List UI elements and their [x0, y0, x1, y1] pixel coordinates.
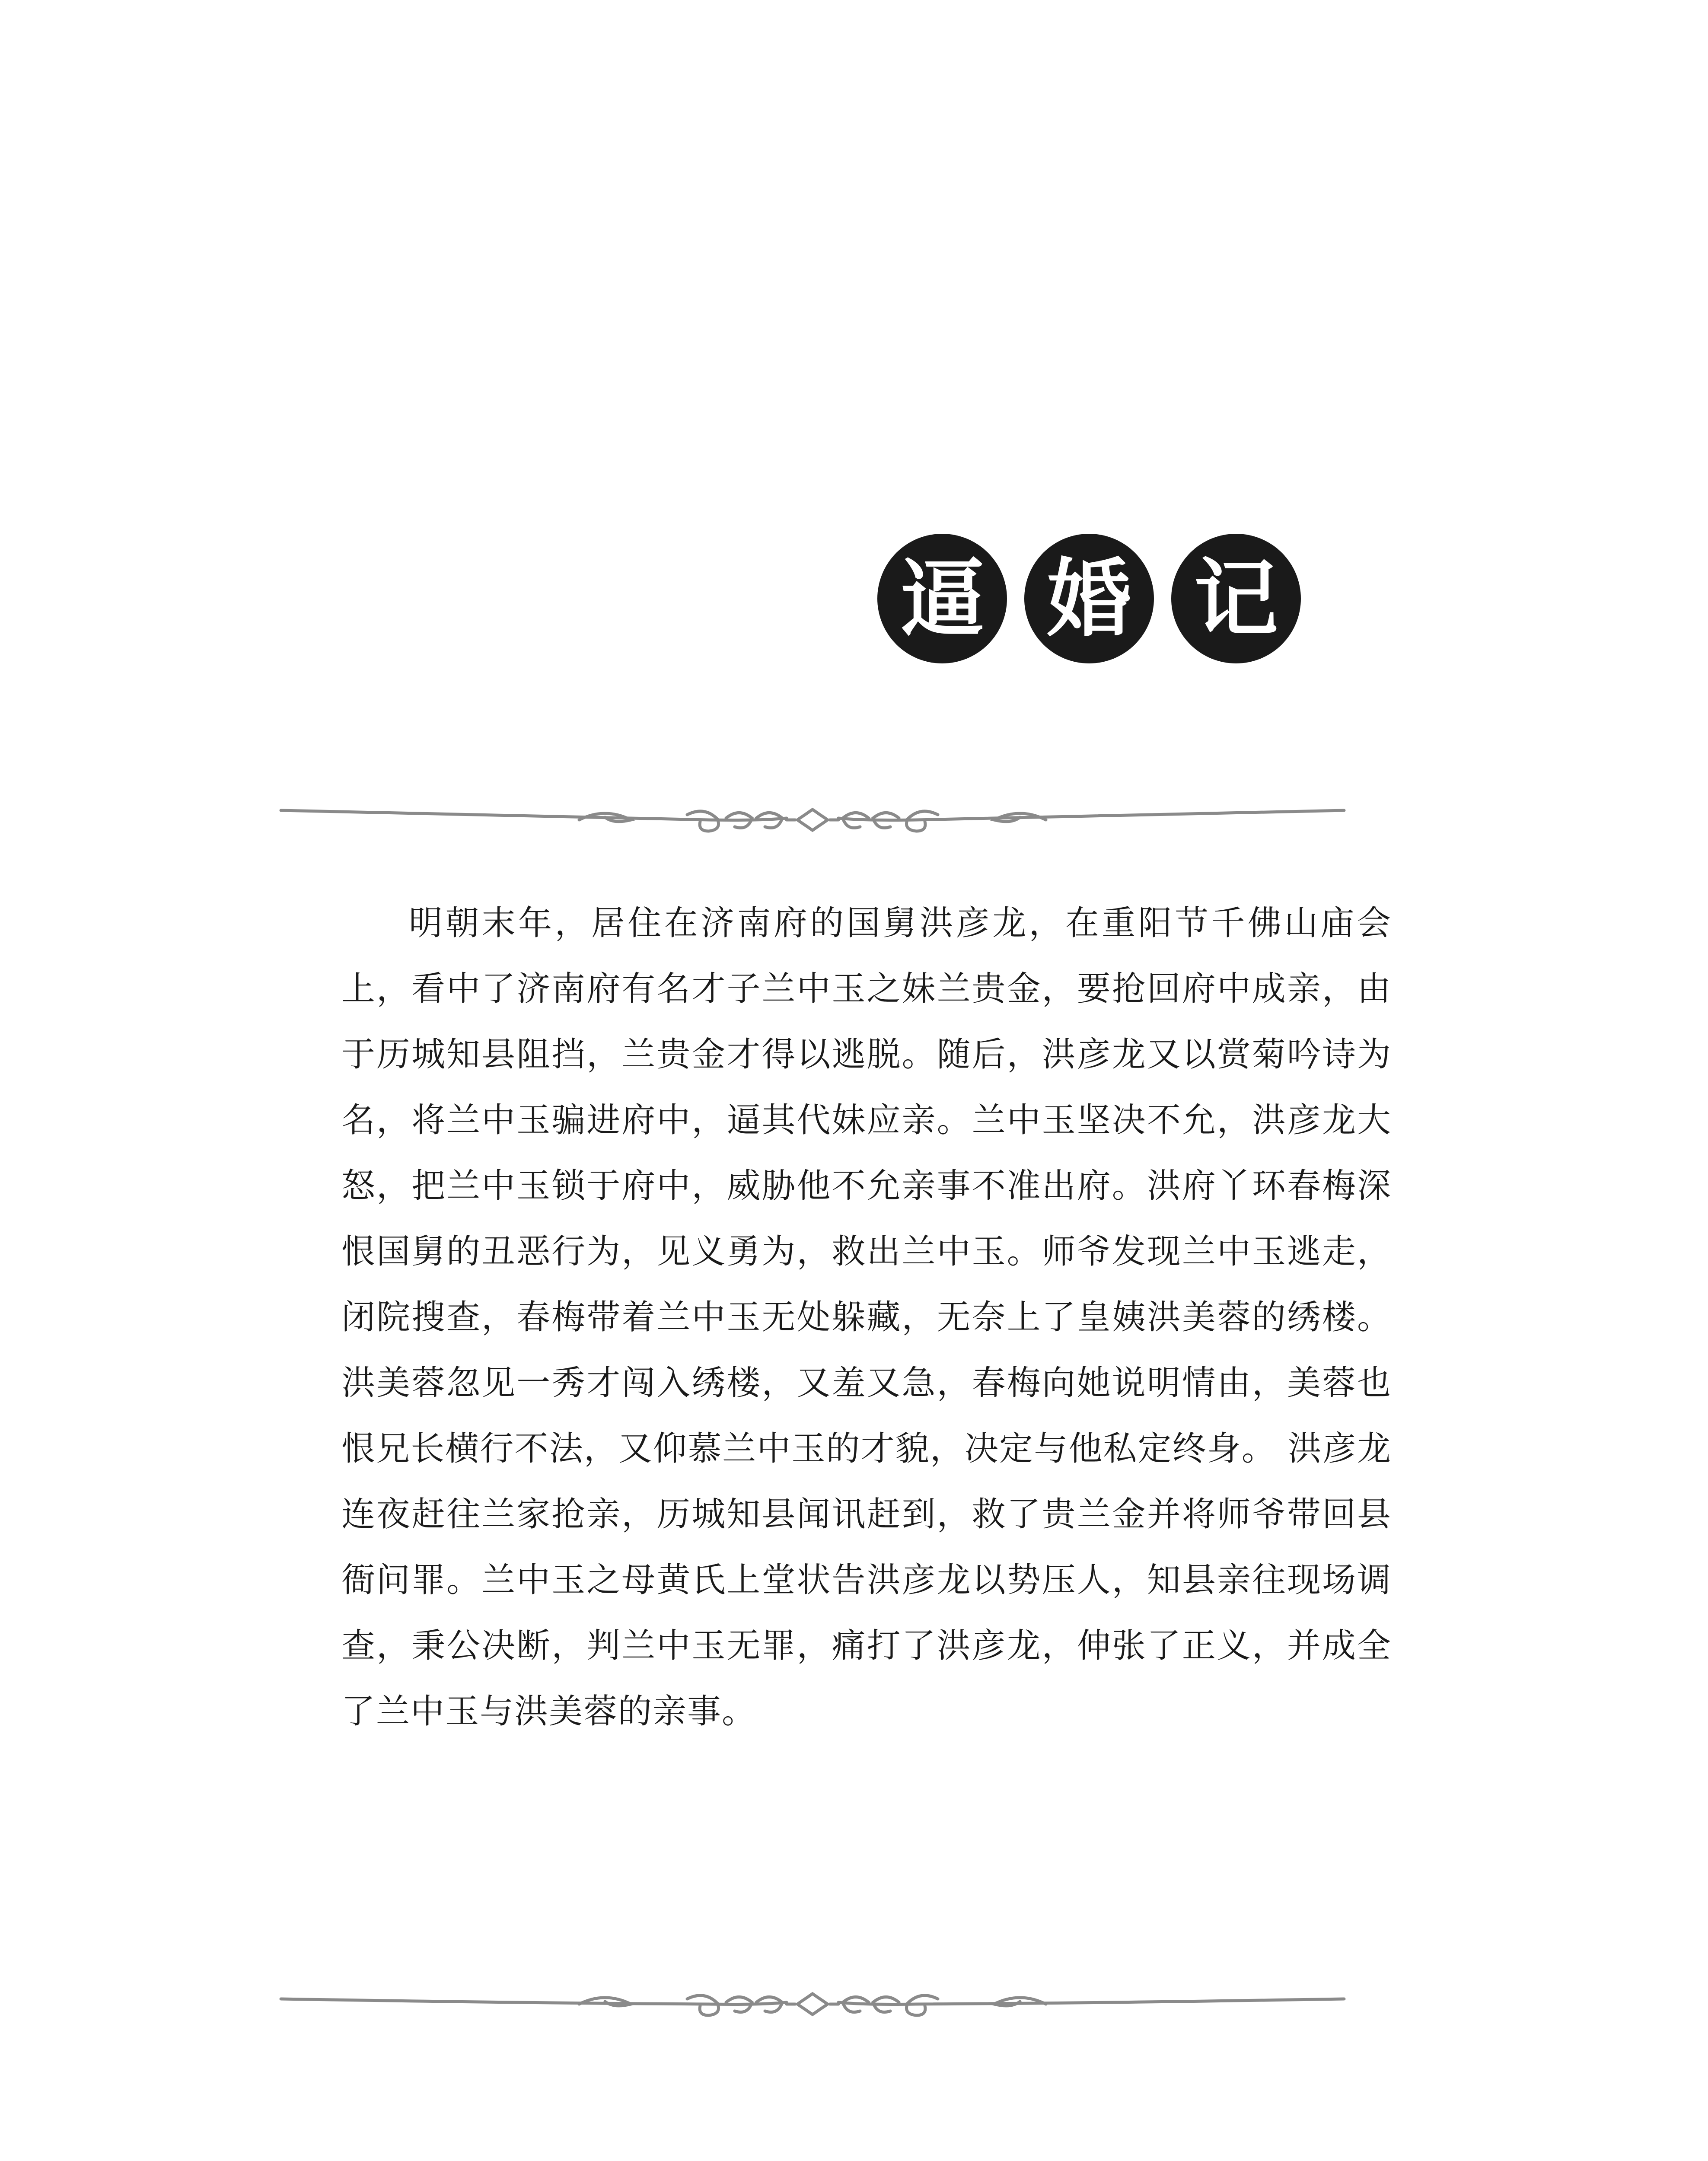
- ornament-divider-bottom: [277, 1977, 1348, 2029]
- story-summary-paragraph: 明朝末年，居住在济南府的国舅洪彦龙，在重阳节千佛山庙会上，看中了济南府有名才子兰中玉之妹兰贵金，要抢回府中成亲，由于历城知县阻挡，兰贵金才得以逃脱。随后，洪彦龙又以赏菊吟诗为名，将兰中玉骗进府中，逼其代妹应亲。兰中玉坚决不允，洪彦龙大怒，把兰中玉锁于府中，威胁他不允亲事不准出府。洪府丫环春梅深恨国舅的丑恶行为，见义勇为，救出兰中玉。师爷发现兰中玉逃走，闭院搜查，春梅带着兰中玉无处躲藏，无奈上了皇姨洪美蓉的绣楼。洪美蓉忽见一秀才闯入绣楼，又羞又急，春梅向她说明情由，美蓉也恨兄长横行不法，又仰慕兰中玉的才貌，决定与他私定终身。 洪彦龙连夜赶往兰家抢亲，历城知县闻讯赶到，救了贵兰金并将师爷带回县衙问罪。兰中玉之母黄氏上堂状告洪彦龙以势压人，知县亲往现场调查，秉公决断，判兰中玉无罪，痛打了洪彦龙，伸张了正义，并成全了兰中玉与洪美蓉的亲事。: [341, 904, 1392, 1731]
- title-char-2: 婚: [1024, 534, 1154, 663]
- title-char-3: 记: [1171, 534, 1301, 663]
- ornament-divider-top: [277, 793, 1348, 845]
- title-char-1: 逼: [877, 534, 1007, 663]
- page-title: [877, 534, 1301, 663]
